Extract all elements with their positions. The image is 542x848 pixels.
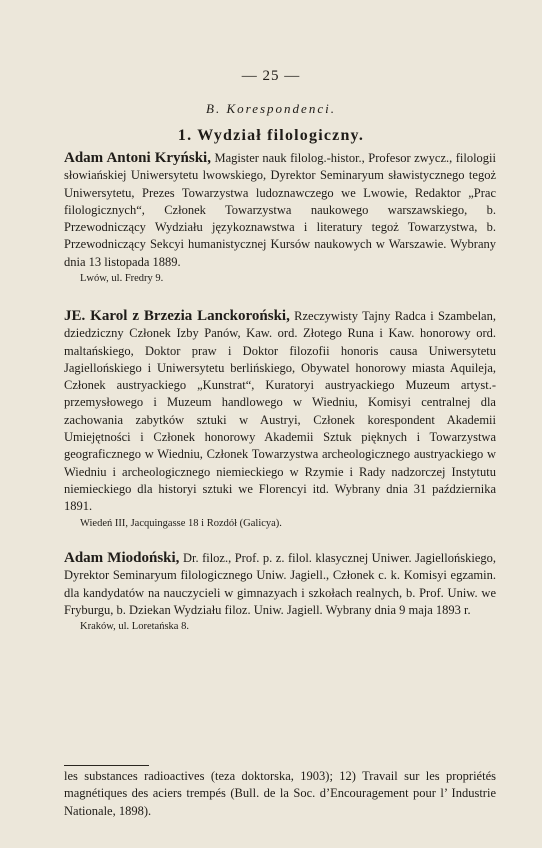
entry-text — [64, 150, 496, 271]
entry-name: JE. Karol z Brzezia Lanckoroński, — [64, 308, 290, 324]
entry-text — [64, 550, 496, 619]
entry-description: Dr. filoz., Prof. p. z. filol. klasycznej Uniwer. Jagiellońskiego, Dyrektor Seminaryum filologicznego Uniw. Jagiell., Członek c. k. Komisyi egzamin. dla kandydatów na nauczycieli w gimnazyach i szkołach realnych, b. Prof. Uniw. we Fryburgu, b. Dziekan Wydziału filoz. Uniw. Jagiell. Wybrany dnia 9 maja 1893 r. — [64, 551, 497, 617]
page-number: — 25 — — [241, 68, 301, 84]
entry-address: Kraków, ul. Loretańska 8. — [80, 621, 189, 633]
footnote-divider — [64, 765, 149, 766]
entry-name: Adam Antoni Kryński, — [64, 150, 211, 166]
entry-miodonski — [64, 550, 496, 634]
entry-address: Lwów, ul. Fredry 9. — [80, 273, 164, 285]
entry-address: Wiedeń III, Jacquingasse 18 i Rozdół (Galicya). — [80, 517, 282, 529]
entry-description: Magister nauk filolog.-histor., Profesor zwycz., filologii słowiańskiej Uniwersytetu lwowskiego, Dyrektor Seminaryum sławistycznego tegoż Uniwersytetu, Prezes Towarzystwa ludoznawczego we Lwowie, Redaktor „Prac filologicznych“, Członek Towarzystwa naukowego warszawskiego, b. Przewodniczący Wydziału językoznawstwa i literatury tegoż Towarzystwa, b. Przewodniczący Sekcyi humanistycznej Kursów naukowych w Warszawie. Wybrany dnia 13 listopada 1889. — [64, 151, 497, 269]
section-title: B. Korespondenci. — [206, 101, 336, 116]
footnote: les substances radioactives (teza doktorska, 1903); 12) Travail sur les propriétés magnétiques des aciers trempés (Bull. de la Soc. d’Encouragement pour l’ Industrie Nationale, 1898). — [64, 769, 496, 818]
subsection-title: 1. Wydział filologiczny. — [177, 127, 365, 144]
entry-description: Rzeczywisty Tajny Radca i Szambelan, dziedziczny Członek Izby Panów, Kaw. ord. Złotego Runa i Kaw. honorowy ord. maltańskiego, Doktor praw i Doktor filozofii honoris causa Uniwersytetu Jagiellońskiego i Uniwersytetu berlińskiego, Obywatel honorowy miasta Aquileja, Członek austryackiego „Kunstrat“, Kuratoryi austryackiego Muzeum artyst.-przemysłowego i Muzeum handlowego w Wiedniu, Komisyi centralnej dla zachowania zabytków sztuki w Austryi, Członek korespondent Akademii Umiejętności i Członek honorowy Akademii Sztuk pięknych i Towarzystwa geograficznego w Wiedniu, Członek Towarzystwa archeologicznego austryackiego w Wiedniu i archeologicznego niemieckiego w Rzymie i Rady nadzorczej Instytutu niemieckiego dla historyi sztuki we Florencyi itd. Wybrany dnia 31 października 1891. — [64, 309, 496, 514]
entry-name: Adam Miodoński, — [64, 550, 180, 566]
entry-lanckoronski — [64, 308, 496, 531]
entry-text — [64, 308, 496, 516]
entry-krynski — [64, 150, 496, 286]
